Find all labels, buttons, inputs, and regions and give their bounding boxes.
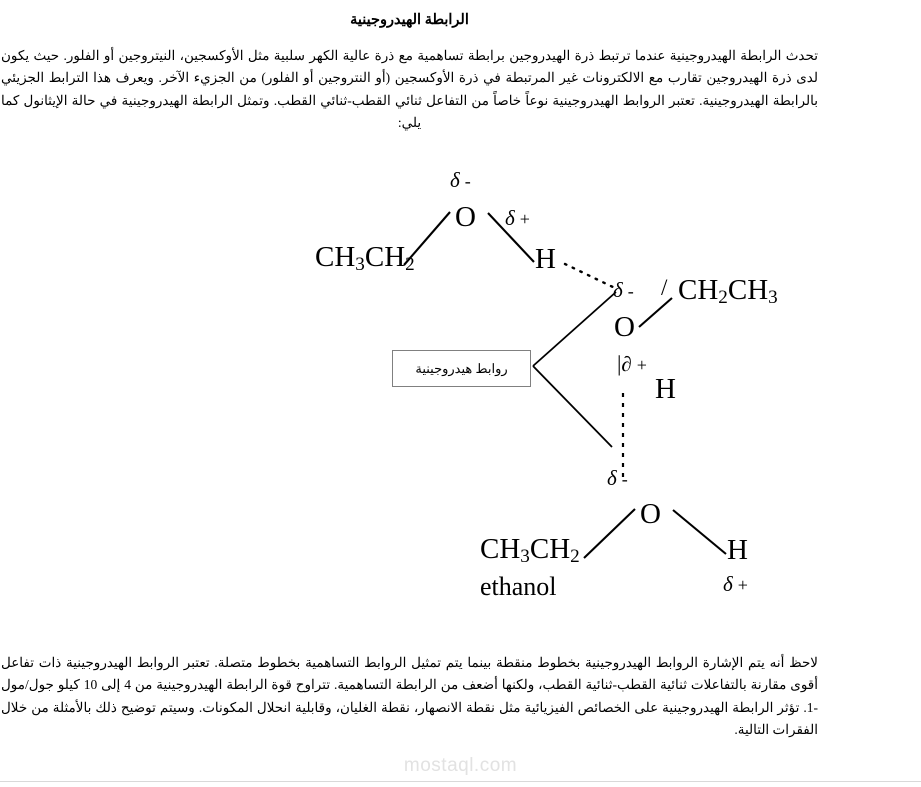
middle-oxygen-partial-charge bbox=[613, 280, 634, 301]
middle-hydrogen-atom: H bbox=[655, 373, 676, 405]
partial-symbol: ∂ bbox=[621, 352, 632, 376]
callout-leader-lower bbox=[533, 366, 612, 447]
bottom-oxygen-partial-charge bbox=[607, 468, 628, 489]
charge-sign-positive: + bbox=[636, 355, 647, 375]
top-hydrogen-atom: H bbox=[535, 243, 556, 275]
top-alkyl-ch: CH bbox=[315, 241, 356, 273]
delta-symbol: δ bbox=[607, 466, 617, 490]
top-hydrogen-partial-charge bbox=[505, 208, 530, 229]
footer-divider bbox=[0, 781, 921, 782]
page-title: الرابطة الهيدروجينية bbox=[350, 12, 469, 28]
bond-bar: | bbox=[617, 351, 622, 376]
middle-alkyl-sub-3: 3 bbox=[768, 287, 778, 309]
delta-symbol: δ bbox=[450, 168, 460, 192]
hydrogen-bonds-callout bbox=[392, 350, 531, 387]
middle-bond-slash: / bbox=[661, 275, 668, 300]
charge-sign-negative: - bbox=[621, 469, 628, 489]
callout-label: روابط هيدروجينية bbox=[415, 360, 508, 376]
middle-oxygen-atom: O bbox=[614, 311, 635, 343]
bond-middle-oxygen-alkyl bbox=[639, 298, 672, 327]
bottom-hydrogen-partial-charge bbox=[723, 574, 748, 595]
delta-symbol: δ bbox=[723, 572, 733, 596]
bottom-alkyl-sub-2: 2 bbox=[570, 546, 580, 568]
charge-sign-positive: + bbox=[519, 209, 530, 229]
charge-sign-positive: + bbox=[737, 575, 748, 595]
top-alkyl-group bbox=[315, 243, 415, 274]
bottom-alkyl-sub-3: 3 bbox=[520, 546, 530, 568]
bottom-hydrogen-atom: H bbox=[727, 534, 748, 566]
bottom-alkyl-ch2: CH bbox=[529, 533, 571, 565]
bottom-alkyl-group bbox=[480, 535, 580, 566]
closing-paragraph: لاحظ أنه يتم الإشارة الروابط الهيدروجينية بخطوط منقطة بينما يتم تمثيل الروابط التساهمية بخطوط متصلة. تعتبر الروابط الهيدروجينية ذات تفاعل أقوى مقارنة بالتفاعلات ثنائية القطب-ثنائية القطب، ولكنها أضعف من الرابطة التساهمية. تتراوح قوة الرابطة الهيدروجينية من 4 إلى 10 كيلو جول/مول -1. تؤثر الرابطة الهيدروجينية على الخصائص الفيزيائية مثل نقطة الانصهار، نقطة الغليان، وقابلية انحلال المكونات. وسيتم توضيح ذلك بالأمثلة من خلال الفقرات التالية. bbox=[1, 655, 819, 738]
middle-alkyl-group bbox=[678, 276, 778, 307]
top-oxygen-atom: O bbox=[455, 201, 476, 233]
charge-sign-negative: - bbox=[464, 171, 471, 191]
bond-bottom-alkyl-oxygen bbox=[584, 509, 635, 558]
middle-alkyl-ch3: CH bbox=[727, 274, 769, 306]
hydrogen-bond-upper bbox=[565, 264, 617, 289]
delta-symbol: δ bbox=[613, 278, 623, 302]
delta-symbol: δ bbox=[505, 206, 515, 230]
middle-alkyl-ch: CH bbox=[678, 274, 719, 306]
top-alkyl-ch2: CH bbox=[364, 241, 406, 273]
bottom-oxygen-atom: O bbox=[640, 498, 661, 530]
bond-bottom-oxygen-hydrogen bbox=[673, 510, 726, 554]
bottom-alkyl-ch: CH bbox=[480, 533, 521, 565]
middle-hydrogen-partial-charge bbox=[617, 353, 647, 375]
bottom-molecule-name: ethanol bbox=[480, 572, 557, 601]
callout-leader-upper bbox=[533, 292, 616, 366]
site-watermark: mostaql.com bbox=[403, 755, 518, 776]
middle-alkyl-sub-2: 2 bbox=[718, 287, 728, 309]
intro-paragraph: تحدث الرابطة الهيدروجينية عندما ترتبط ذرة الهيدروجين برابطة تساهمية مع ذرة عالية الكهر سلبية مثل الأوكسجين، النيتروجين أو الفلور. حيث يكون لدى ذرة الهيدروجين تقارب مع الالكترونات غير المرتبطة في ذرة الأوكسجين (أو النتروجين أو الفلور) من الجزيء الآخر. ويعرف هذا الترابط الجزيئي بالرابطة الهيدروجينية. تعتبر الروابط الهيدروجينية نوعاً خاصاً من التفاعل ثنائي القطب-ثنائي القطب. وتمثل الرابطة الهيدروجينية في حالة الإيثانول كما يلي: bbox=[1, 48, 818, 131]
hydrogen-bonding-diagram bbox=[0, 150, 921, 640]
top-alkyl-sub-2: 2 bbox=[405, 254, 415, 276]
top-alkyl-sub-3: 3 bbox=[355, 254, 365, 276]
charge-sign-negative: - bbox=[627, 281, 634, 301]
top-oxygen-partial-charge bbox=[450, 170, 471, 191]
